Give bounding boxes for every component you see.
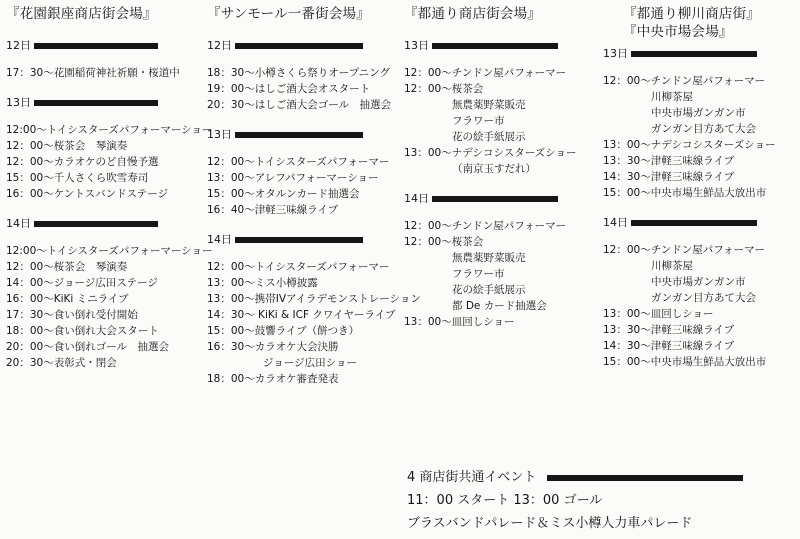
venue-title: 『花園銀座商店街会場』 [6,6,157,22]
event-item: 15：00～オタルンカード抽選会 [207,188,360,200]
venue-title: 『サンモール一番街会場』 [207,6,370,22]
column-sunmall [207,4,421,387]
event-item: 19：00～はしご酒大会オスタート [207,83,371,95]
event-item-continued: 無農薬野菜販売 [452,99,526,111]
event-item-continued: フラワー市 [452,115,505,127]
event-item: 12：00～チンドン屋パフォーマー [404,67,567,79]
column-hanazono [6,4,213,371]
event-item-continued: 川柳茶屋 [651,91,693,103]
day-header [207,38,399,54]
day-label: 14日 [6,217,31,230]
event-item-continued: ジョージ広田ショー [263,357,357,369]
event-item: 13：00～アレフパフォーマーショー [207,172,379,184]
day-header [6,216,196,232]
event-item: 15：00～中央市場生鮮品大放出市 [603,187,767,199]
event-item: 12：00～桜茶会 [404,83,484,95]
event-item: 14：30～津軽三味線ライブ [603,171,735,183]
day-label: 14日 [207,233,232,246]
joint-event [407,466,743,535]
day-label: 13日 [6,96,31,109]
event-item: 16：40～津軽三味線ライブ [207,204,339,216]
day-header [404,38,594,54]
event-item: 18：30～小樽さくら祭りオープニング [207,67,390,79]
event-item: 12：00～チンドン屋パフォーマー [404,220,567,232]
event-item-continued: ガンガン目方あて大会 [651,292,756,304]
joint-event-time: 11：00 スタート 13：00 ゴール [407,493,603,508]
event-item: 16：00～ケントスバンドステージ [6,188,169,200]
event-item-continued: 中央市場ガンガン市 [651,276,746,288]
day-bar [34,43,158,49]
event-item: 12：00～桜茶会 [404,236,484,248]
event-item: 20：30～表彰式・閉会 [6,357,117,369]
event-item: 16：00～KiKi ミニライブ [6,293,129,305]
day-bar [432,43,558,49]
event-item: 13：00～皿回しショー [404,316,515,328]
event-item: 18：00～食い倒れ大会スタート [6,325,159,337]
day-header [207,127,399,143]
event-item-continued: 花の絵手紙展示 [452,131,526,143]
event-item: 17：30～食い倒れ受付開始 [6,309,138,321]
day-label: 13日 [404,39,429,52]
joint-event-description: ブラスバンドパレード＆ミス小樽人力車パレード [407,516,693,531]
event-item: 20：30～はしご酒大会ゴール 抽選会 [207,99,392,111]
event-item: 20：00～食い倒れゴール 抽選会 [6,341,170,353]
event-item: 17：30～花園稲荷神社祈願・桜道中 [6,67,180,79]
day-bar [34,221,158,227]
event-item: 13：00～携帯IVアイラデモンストレーション [207,293,421,305]
event-item-continued: フラワー市 [452,268,505,280]
day-header [603,215,795,231]
day-label: 14日 [603,216,628,229]
event-item: 18：00～カラオケ審査発表 [207,373,339,385]
event-item: 16：30～カラオケ大会決勝 [207,341,339,353]
day-label: 12日 [207,39,232,52]
event-item: 13：30～津軽三味線ライブ [603,324,735,336]
event-item: 12：00～トイシスターズパフォーマー [207,156,390,168]
day-bar [432,196,558,202]
day-label: 12日 [6,39,31,52]
event-item: 13：30～津軽三味線ライブ [603,155,735,167]
day-bar [631,51,757,57]
event-item-continued: 花の絵手紙展示 [452,284,526,296]
day-bar [235,237,363,243]
event-item-continued: 川柳茶屋 [651,260,693,272]
event-item-continued: 無農薬野菜販売 [452,252,526,264]
event-item-continued: （南京玉すだれ） [452,163,536,175]
event-item-continued: 中央市場ガンガン市 [651,107,746,119]
event-item: 15：00～鼓響ライブ（餅つき） [207,325,360,337]
event-item: 14：30～津軽三味線ライブ [603,340,735,352]
day-label: 13日 [207,128,232,141]
joint-event-bar [547,475,743,481]
venue-title: 『都通り柳川商店街』 [623,6,760,22]
day-header [207,232,399,248]
event-item: 15：00～中央市場生鮮品大放出市 [603,356,767,368]
event-item: 15：00～千人さくら吹雪寿司 [6,172,149,184]
event-item: 12:00～トイシスターズパフォーマーショー [6,245,213,257]
event-item: 12：00～桜茶会 琴演奏 [6,140,128,152]
event-item: 14：00～ジョージ広田ステージ [6,277,158,289]
event-item-continued: 都 De カード抽選会 [452,300,547,312]
event-item: 12：00～チンドン屋パフォーマー [603,244,766,256]
event-item: 12：00～カラオケのど自慢予選 [6,156,159,168]
day-bar [34,100,158,106]
day-label: 13日 [603,47,628,60]
event-item: 13：00～ミス小樽披露 [207,277,318,289]
day-header [6,38,196,54]
day-header [6,95,196,111]
column-yanagawa [603,4,795,370]
column-miyakodori [404,4,594,330]
day-label: 14日 [404,192,429,205]
event-item: 14：30～ KiKi & ICF クワイヤーライブ [207,309,396,321]
event-item: 12:00～トイシスターズパフォーマーショー [6,124,213,136]
event-item: 12：00～桜茶会 琴演奏 [6,261,128,273]
joint-event-header [407,466,743,489]
event-item-continued: ガンガン目方あて大会 [651,123,756,135]
joint-event-title: 4 商店街共通イベント [407,470,537,485]
event-item: 13：00～ナデシコシスターズショー [404,147,577,159]
event-item: 12：00～チンドン屋パフォーマー [603,75,766,87]
event-item: 13：00～皿回しショー [603,308,714,320]
event-item: 13：00～ナデシコシスターズショー [603,139,776,151]
day-bar [235,132,363,138]
day-header [603,46,795,62]
venue-subtitle: 『中央市場会場』 [623,24,733,40]
day-bar [631,220,757,226]
day-header [404,191,594,207]
event-item: 12：00～トイシスターズパフォーマー [207,261,390,273]
venue-title: 『都通り商店街会場』 [404,6,541,22]
day-bar [235,43,363,49]
